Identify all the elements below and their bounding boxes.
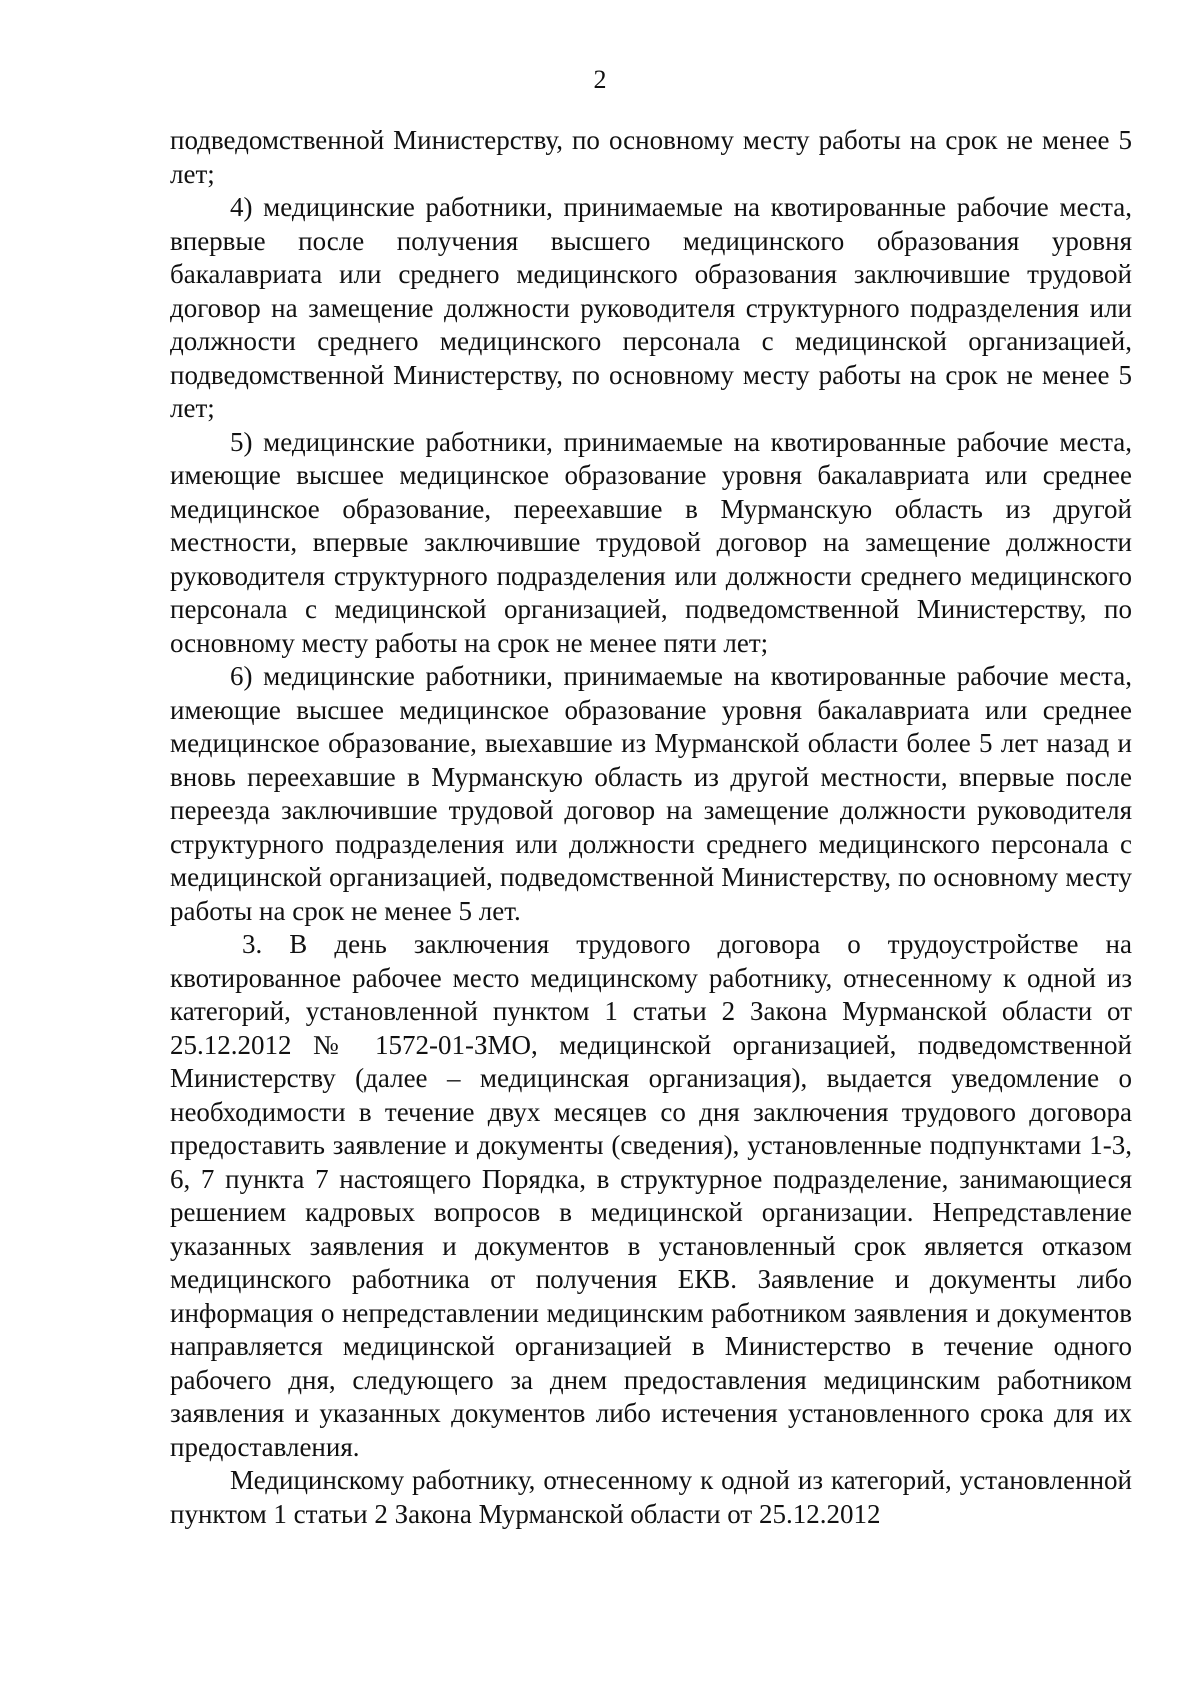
paragraph-last: Медицинскому работнику, отнесенному к одной из категорий, установленной пунктом 1 статьи 2 Закона Мурманской области от 25.12.2012 — [170, 1465, 1132, 1529]
page-number: 2 — [593, 65, 607, 94]
paragraph-item-6: 6) медицинские работники, принимаемые на квотированные рабочие места, имеющие высшее медицинское образование уровня бакалавриата или среднее медицинское образование, выехавшие из Мурманской области более 5 лет назад и вновь переехавшие в Мурманскую область из другой местности, впервые после переезда заключившие трудовой договор на замещение должности руководителя структурного подразделения или должности среднего медицинского персонала с медицинской организацией, подведомственной Министерству, по основному месту работы на срок не менее 5 лет. — [170, 661, 1132, 926]
document-body — [170, 124, 1132, 1531]
paragraph-continuation: подведомственной Министерству, по основному месту работы на срок не менее 5 лет; — [170, 125, 1132, 189]
paragraph-clause-3: 3. В день заключения трудового договора о трудоустройстве на квотированное рабочее место медицинскому работнику, отнесенному к одной из категорий, установленной пунктом 1 статьи 2 Закона Мурманской области от 25.12.2012 № 1572-01-ЗМО, медицинской организацией, подведомственной Министерству (далее – медицинская организация), выдается уведомление о необходимости в течение двух месяцев со дня заключения трудового договора предоставить заявление и документы (сведения), установленные подпунктами 1-3, 6, 7 пункта 7 настоящего Порядка, в структурное подразделение, занимающиеся решением кадровых вопросов в медицинской организации. Непредставление указанных заявления и документов в установленный срок является отказом медицинского работника от получения ЕКВ. Заявление и документы либо информация о непредставлении медицинским работником заявления и документов направляется медицинской организацией в Министерство в течение одного рабочего дня, следующего за днем предоставления медицинским работником заявления и указанных документов либо истечения установленного срока для их предоставления. — [170, 929, 1132, 1462]
paragraph-item-4: 4) медицинские работники, принимаемые на квотированные рабочие места, впервые после получения высшего медицинского образования уровня бакалавриата или среднего медицинского образования заключившие трудовой договор на замещение должности руководителя структурного подразделения или должности среднего медицинского персонала с медицинской организацией, подведомственной Министерству, по основному месту работы на срок не менее 5 лет; — [170, 192, 1132, 423]
paragraph-item-5: 5) медицинские работники, принимаемые на квотированные рабочие места, имеющие высшее медицинское образование уровня бакалавриата или среднее медицинское образование, переехавшие в Мурманскую область из другой местности, впервые заключившие трудовой договор на замещение должности руководителя структурного подразделения или должности среднего медицинского персонала с медицинской организацией, подведомственной Министерству, по основному месту работы на срок не менее пяти лет; — [170, 426, 1132, 658]
